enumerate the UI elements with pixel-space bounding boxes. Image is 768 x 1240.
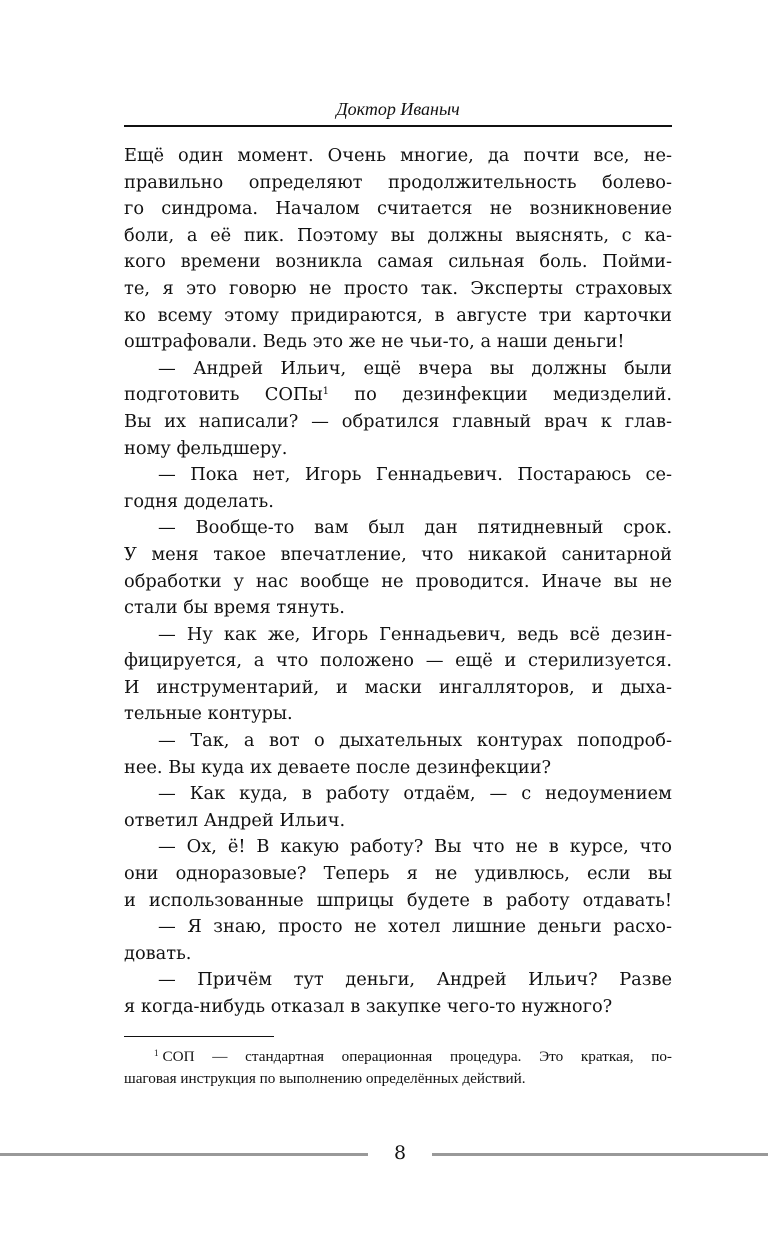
footnote-text: СОП — стандартная операционная процедура. Это краткая, по- <box>162 1048 672 1065</box>
text-line: — Так, а вот о дыхательных контурах поподроб- <box>158 730 672 752</box>
folio-bar-right <box>432 1153 768 1156</box>
text-fragment: по дезинфекции медизделий. <box>354 384 672 406</box>
text-line: довать. <box>124 942 192 964</box>
text-line: У меня такое впечатление, что никакой санитарной <box>124 543 672 565</box>
text-line: — Как куда, в работу отдаём, — с недоумением <box>158 783 672 805</box>
text-line: — Пока нет, Игорь Геннадьевич. Постараюсь се- <box>158 464 672 486</box>
text-line: Вы их написали? — обратился главный врач к глав- <box>124 410 672 432</box>
text-line: правильно определяют продолжительность болево- <box>124 171 672 193</box>
footnote-rule <box>124 1036 274 1037</box>
text-line: — Я знаю, просто не хотел лишние деньги расхо- <box>158 916 672 938</box>
text-line: ному фельдшеру. <box>124 437 288 459</box>
page-number: 8 <box>393 1142 407 1164</box>
text-line: — Вообще-то вам был дан пятидневный срок. <box>158 517 672 539</box>
text-line: нее. Вы куда их деваете после дезинфекции? <box>124 756 552 778</box>
text-line: оштрафовали. Ведь это же не чьи-то, а наши деньги! <box>124 331 625 353</box>
text-line: я когда-нибудь отказал в закупке чего-то нужного? <box>124 996 613 1017</box>
text-fragment: подготовить СОПы <box>124 384 323 406</box>
footnote-line: шаговая инструкция по выполнению определённых действий. <box>124 1070 526 1087</box>
main-text <box>124 143 672 1021</box>
text-line: стали бы время тянуть. <box>124 597 345 619</box>
text-line: тельные контуры. <box>124 703 293 725</box>
text-line: годня доделать. <box>124 490 274 512</box>
text-line: и использованные шприцы будете в работу отдавать! <box>124 889 672 911</box>
footnote-line <box>124 1046 672 1068</box>
text-line: те, я это говорю не просто так. Эксперты страховых <box>124 277 672 299</box>
text-line: го синдрома. Началом считается не возникновение <box>124 198 672 220</box>
text-line: — Ох, ё! В какую работу? Вы что не в курсе, что <box>158 836 672 858</box>
text-line: — Причём тут деньги, Андрей Ильич? Разве <box>158 969 672 991</box>
text-line: они одноразовые? Теперь я не удивлюсь, если вы <box>124 863 672 885</box>
text-line: боли, а её пик. Поэтому вы должны выяснять, с ка- <box>124 224 672 246</box>
text-line: — Андрей Ильич, ещё вчера вы должны были <box>158 357 672 379</box>
text-line: ответил Андрей Ильич. <box>124 809 346 831</box>
footnote-marker: 1 <box>154 1048 159 1058</box>
text-line: Ещё один момент. Очень многие, да почти все, не- <box>124 145 672 166</box>
text-line: кого времени возникла самая сильная боль. Пойми- <box>124 251 672 273</box>
footnote-reference: 1 <box>322 386 329 398</box>
running-head-rule <box>124 125 672 127</box>
footnote <box>124 1046 672 1090</box>
text-line: И инструментарий, и маски ингалляторов, и дыха- <box>124 676 672 698</box>
text-line: — Ну как же, Игорь Геннадьевич, ведь всё дезин- <box>158 623 672 645</box>
running-head: Доктор Иваныч <box>336 99 460 119</box>
text-line: ко всему этому придираются, в августе три карточки <box>124 304 672 326</box>
text-line: фицируется, а что положено — ещё и стерилизуется. <box>124 650 672 672</box>
folio-bar-left <box>0 1153 368 1156</box>
text-line-with-footnote <box>124 382 672 409</box>
text-line: обработки у нас вообще не проводится. Иначе вы не <box>124 570 672 592</box>
